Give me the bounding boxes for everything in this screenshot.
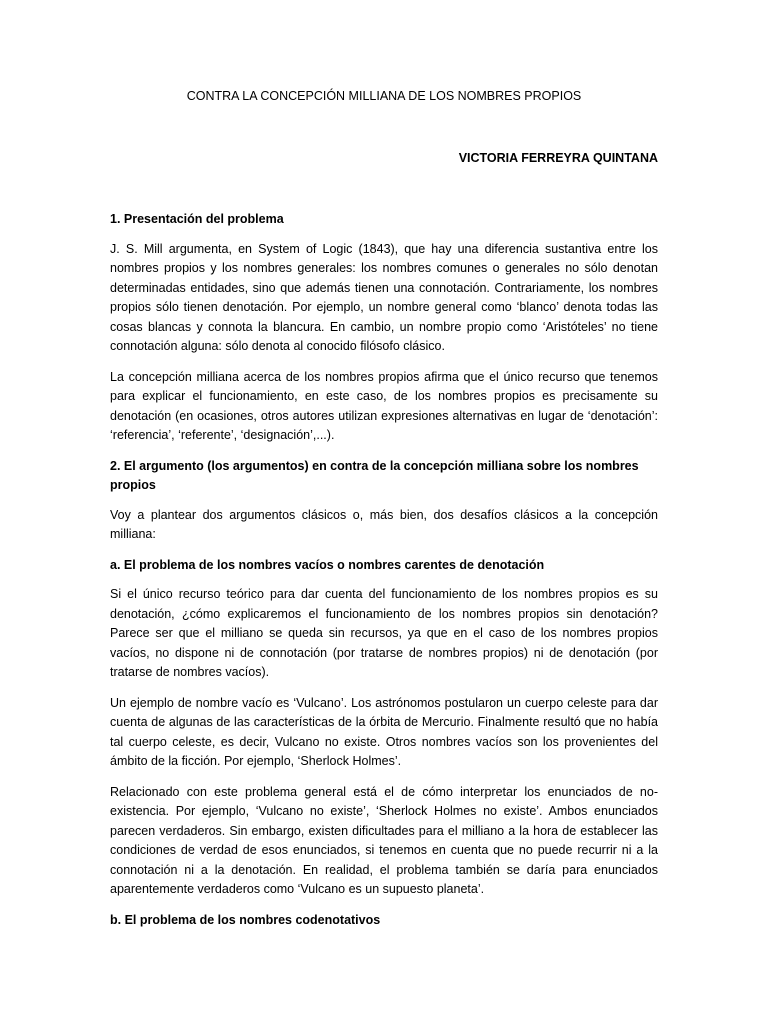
paragraph-2-1: Voy a plantear dos argumentos clásicos o, más bien, dos desafíos clásicos a la concepción milliana: bbox=[110, 507, 658, 541]
document-body bbox=[110, 210, 658, 940]
section-heading-1: 1. Presentación del problema bbox=[110, 212, 284, 226]
document-author: VICTORIA FERREYRA QUINTANA bbox=[458, 151, 658, 165]
section-heading-a: a. El problema de los nombres vacíos o nombres carentes de denotación bbox=[110, 557, 545, 572]
section-heading-b: b. El problema de los nombres codenotativos bbox=[110, 912, 381, 927]
paragraph-a-3: Relacionado con este problema general está el de cómo interpretar los enunciados de no-existencia. Por ejemplo, ‘Vulcano no existe’, ‘Sherlock Holmes no existe’. Ambos enunciados parecen verdaderos. Sin embargo, existen dificultades para el milliano a la hora de establecer las condiciones de verdad de esos enunciados, si tenemos en cuenta que no puede recurrir ni a la connotación ni a la denotación. En realidad, el problema también se daría para enunciados aparentemente verdaderos como ‘Vulcano es un supuesto planeta’. bbox=[110, 784, 658, 896]
paragraph-1-2: La concepción milliana acerca de los nombres propios afirma que el único recurso que tenemos para explicar el funcionamiento, en este caso, de los nombres propios es precisamente su denotación (en ocasiones, otros autores utilizan expresiones alternativas en lugar de ‘denotación’: ‘referencia’, ‘referente’, ‘designación’,...). bbox=[110, 369, 658, 442]
paragraph-1-1: J. S. Mill argumenta, en System of Logic (1843), que hay una diferencia sustantiva entre los nombres propios y los nombres generales: los nombres comunes o generales no sólo denotan determinadas entidades, sino que además tienen una connotación. Contrariamente, los nombres propios sólo tienen denotación. Por ejemplo, un nombre general como ‘blanco’ denota todas las cosas blancas y connota la blancura. En cambio, un nombre propio como ‘Aristóteles’ no tiene connotación alguna: sólo denota al conocido filósofo clásico. bbox=[110, 241, 658, 353]
paragraph-a-2: Un ejemplo de nombre vacío es ‘Vulcano’. Los astrónomos postularon un cuerpo celeste para dar cuenta de algunas de las características de la órbita de Mercurio. Finalmente resultó que no había tal cuerpo celeste, es decir, Vulcano no existe. Otros nombres vacíos son los provenientes del ámbito de la ficción. Por ejemplo, ‘Sherlock Holmes’. bbox=[110, 695, 658, 768]
paragraph-a-1: Si el único recurso teórico para dar cuenta del funcionamiento de los nombres propios es su denotación, ¿cómo explicaremos el funcionamiento de los nombres propios sin denotación? Parece ser que el milliano se queda sin recursos, ya que en el caso de los nombres propios vacíos, no dispone ni de connotación (por tratarse de nombres propios) ni de denotación (por tratarse de nombres vacíos). bbox=[110, 587, 658, 679]
document-title: CONTRA LA CONCEPCIÓN MILLIANA DE LOS NOMBRES PROPIOS bbox=[186, 89, 582, 103]
section-heading-2: 2. El argumento (los argumentos) en contra de la concepción milliana sobre los nombres propios bbox=[110, 458, 639, 492]
